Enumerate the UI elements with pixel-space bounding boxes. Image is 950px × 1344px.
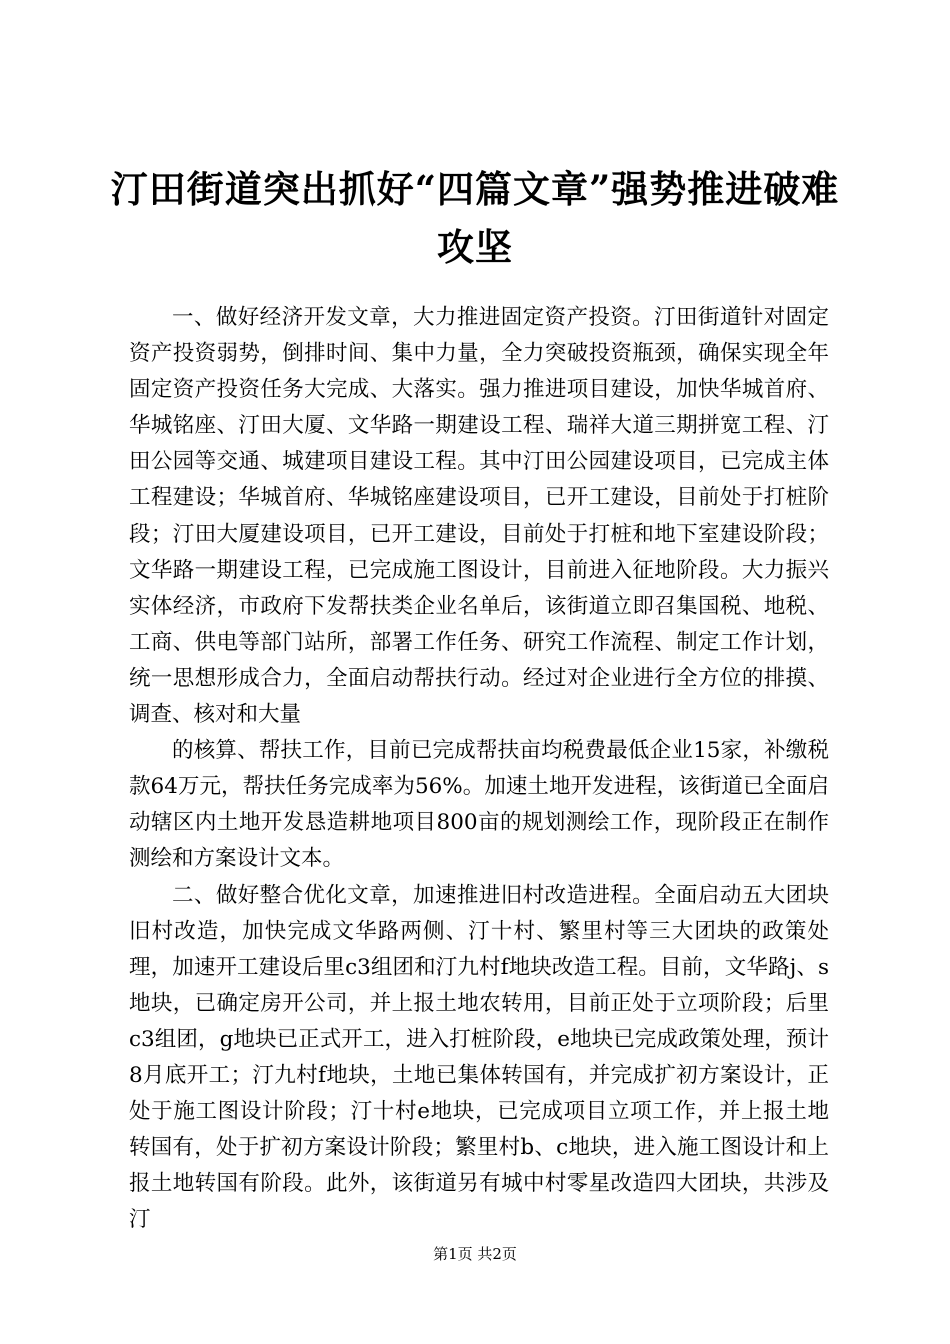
document-body (129, 300, 829, 1238)
paragraph-economic-development: 一、做好经济开发文章，大力推进固定资产投资。汀田街道针对固定资产投资弱势，倒排时间、集中力量，全力突破投资瓶颈，确保实现全年固定资产投资任务大完成、大落实。强力推进项目建设，加快华城首府、华城铭座、汀田大厦、文华路一期建设工程、瑞祥大道三期拼宽工程、汀田公园等交通、城建项目建设工程。其中汀田公园建设项目，已完成主体工程建设；华城首府、华城铭座建设项目，已开工建设，目前处于打桩阶段；汀田大厦建设项目，已开工建设，目前处于打桩和地下室建设阶段；文华路一期建设工程，已完成施工图设计，目前进入征地阶段。大力振兴实体经济，市政府下发帮扶类企业名单后，该街道立即召集国税、地税、工商、供电等部门站所，部署工作任务、研究工作流程、制定工作计划，统一思想形成合力，全面启动帮扶行动。经过对企业进行全方位的排摸、调查、核对和大量 (129, 305, 829, 728)
page-footer: 第1页 共2页 (433, 1245, 517, 1263)
paragraph-village-renovation: 二、做好整合优化文章，加速推进旧村改造进程。全面启动五大团块旧村改造，加快完成文华路两侧、汀十村、繁里村等三大团块的政策处理，加速开工建设后里c3组团和汀九村f地块改造工程。目前，文华路j、s地块，已确定房开公司，并上报土地农转用，目前正处于立项阶段；后里c3组团，g地块已正式开工，进入打桩阶段，e地块已完成政策处理，预计8月底开工；汀九村f地块，土地已集体转国有，并完成扩初方案设计，正处于施工图设计阶段；汀十村e地块，已完成项目立项工作，并上报土地转国有，处于扩初方案设计阶段；繁里村b、c地块，进入施工图设计和上报土地转国有阶段。此外，该街道另有城中村零星改造四大团块，共涉及汀 (129, 882, 829, 1233)
document-title: 汀田街道突出抓好“四篇文章”强势推进破难攻坚 (110, 167, 840, 269)
paragraph-economic-development-continued: 的核算、帮扶工作，目前已完成帮扶亩均税费最低企业15家，补缴税款64万元，帮扶任务完成率为56%。加速土地开发进程，该街道已全面启动辖区内土地开发恳造耕地项目800亩的规划测绘工作，现阶段正在制作测绘和方案设计文本。 (129, 738, 829, 872)
